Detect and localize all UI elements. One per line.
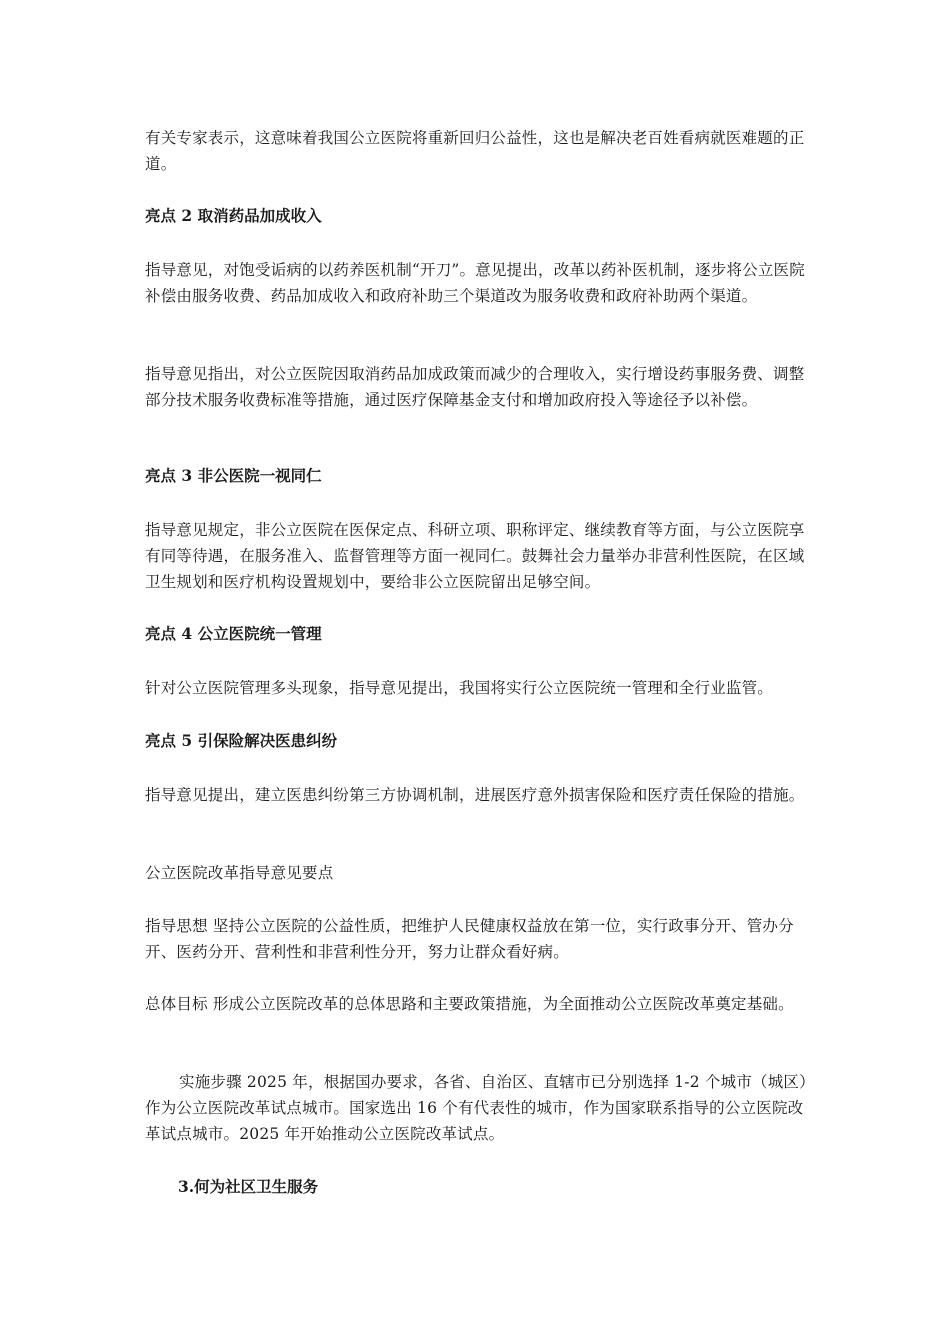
heading-highlight-2: 亮点 2 取消药品加成收入 (145, 206, 322, 225)
paragraph-overall-goal: 总体目标 形成公立医院改革的总体思路和主要政策措施，为全面推动公立医院改革奠定基础。 (145, 995, 794, 1013)
paragraph-compensation: 指导意见指出，对公立医院因取消药品加成政策而减少的合理收入，实行增设药事服务费、调整部分技术服务收费标准等措施，通过医疗保障基金支付和增加政府投入等途径予以补偿。 (145, 365, 805, 409)
paragraph-guiding-thought: 指导思想 坚持公立医院的公益性质，把维护人民健康权益放在第一位，实行政事分开、管办分开、医药分开、营利性和非营利性分开，努力让群众看好病。 (145, 917, 794, 961)
paragraph-implementation-steps: 实施步骤 2025 年，根据国办要求，各省、自治区、直辖市已分别选择 1-2 个城市（城区）作为公立医院改革试点城市。国家选出 16 个有代表性的城市，作为国家联系指导的公立医院改革试点城市。2025 年开始推动公立医院改革试点。 (145, 1073, 808, 1143)
heading-highlight-5: 亮点 5 引保险解决医患纠纷 (145, 731, 338, 750)
paragraph-private-hospitals: 指导意见规定，非公立医院在医保定点、科研立项、职称评定、继续教育等方面，与公立医院享有同等待遇，在服务准入、监督管理等方面一视同仁。鼓舞社会力量举办非营利性医院，在区域卫生规划和医疗机构设置规划中，要给非公立医院留出足够空间。 (145, 521, 805, 591)
paragraph-expert-opinion: 有关专家表示，这意味着我国公立医院将重新回归公益性，这也是解决老百姓看病就医难题的正道。 (145, 129, 805, 173)
paragraph-drug-markup: 指导意见，对饱受诟病的以药养医机制“开刀”。意见提出，改革以药补医机制，逐步将公立医院补偿由服务收费、药品加成收入和政府补助三个渠道改为服务收费和政府补助两个渠道。 (145, 261, 805, 305)
paragraph-key-points-title: 公立医院改革指导意见要点 (145, 864, 334, 882)
paragraph-insurance: 指导意见提出，建立医患纠纷第三方协调机制，进展医疗意外损害保险和医疗责任保险的措施。 (145, 786, 805, 804)
heading-highlight-3: 亮点 3 非公医院一视同仁 (145, 466, 322, 485)
heading-highlight-4: 亮点 4 公立医院统一管理 (145, 624, 322, 643)
heading-community-health: 3.何为社区卫生服务 (178, 1177, 319, 1196)
paragraph-unified-management: 针对公立医院管理多头现象，指导意见提出，我国将实行公立医院统一管理和全行业监管。 (145, 679, 774, 697)
